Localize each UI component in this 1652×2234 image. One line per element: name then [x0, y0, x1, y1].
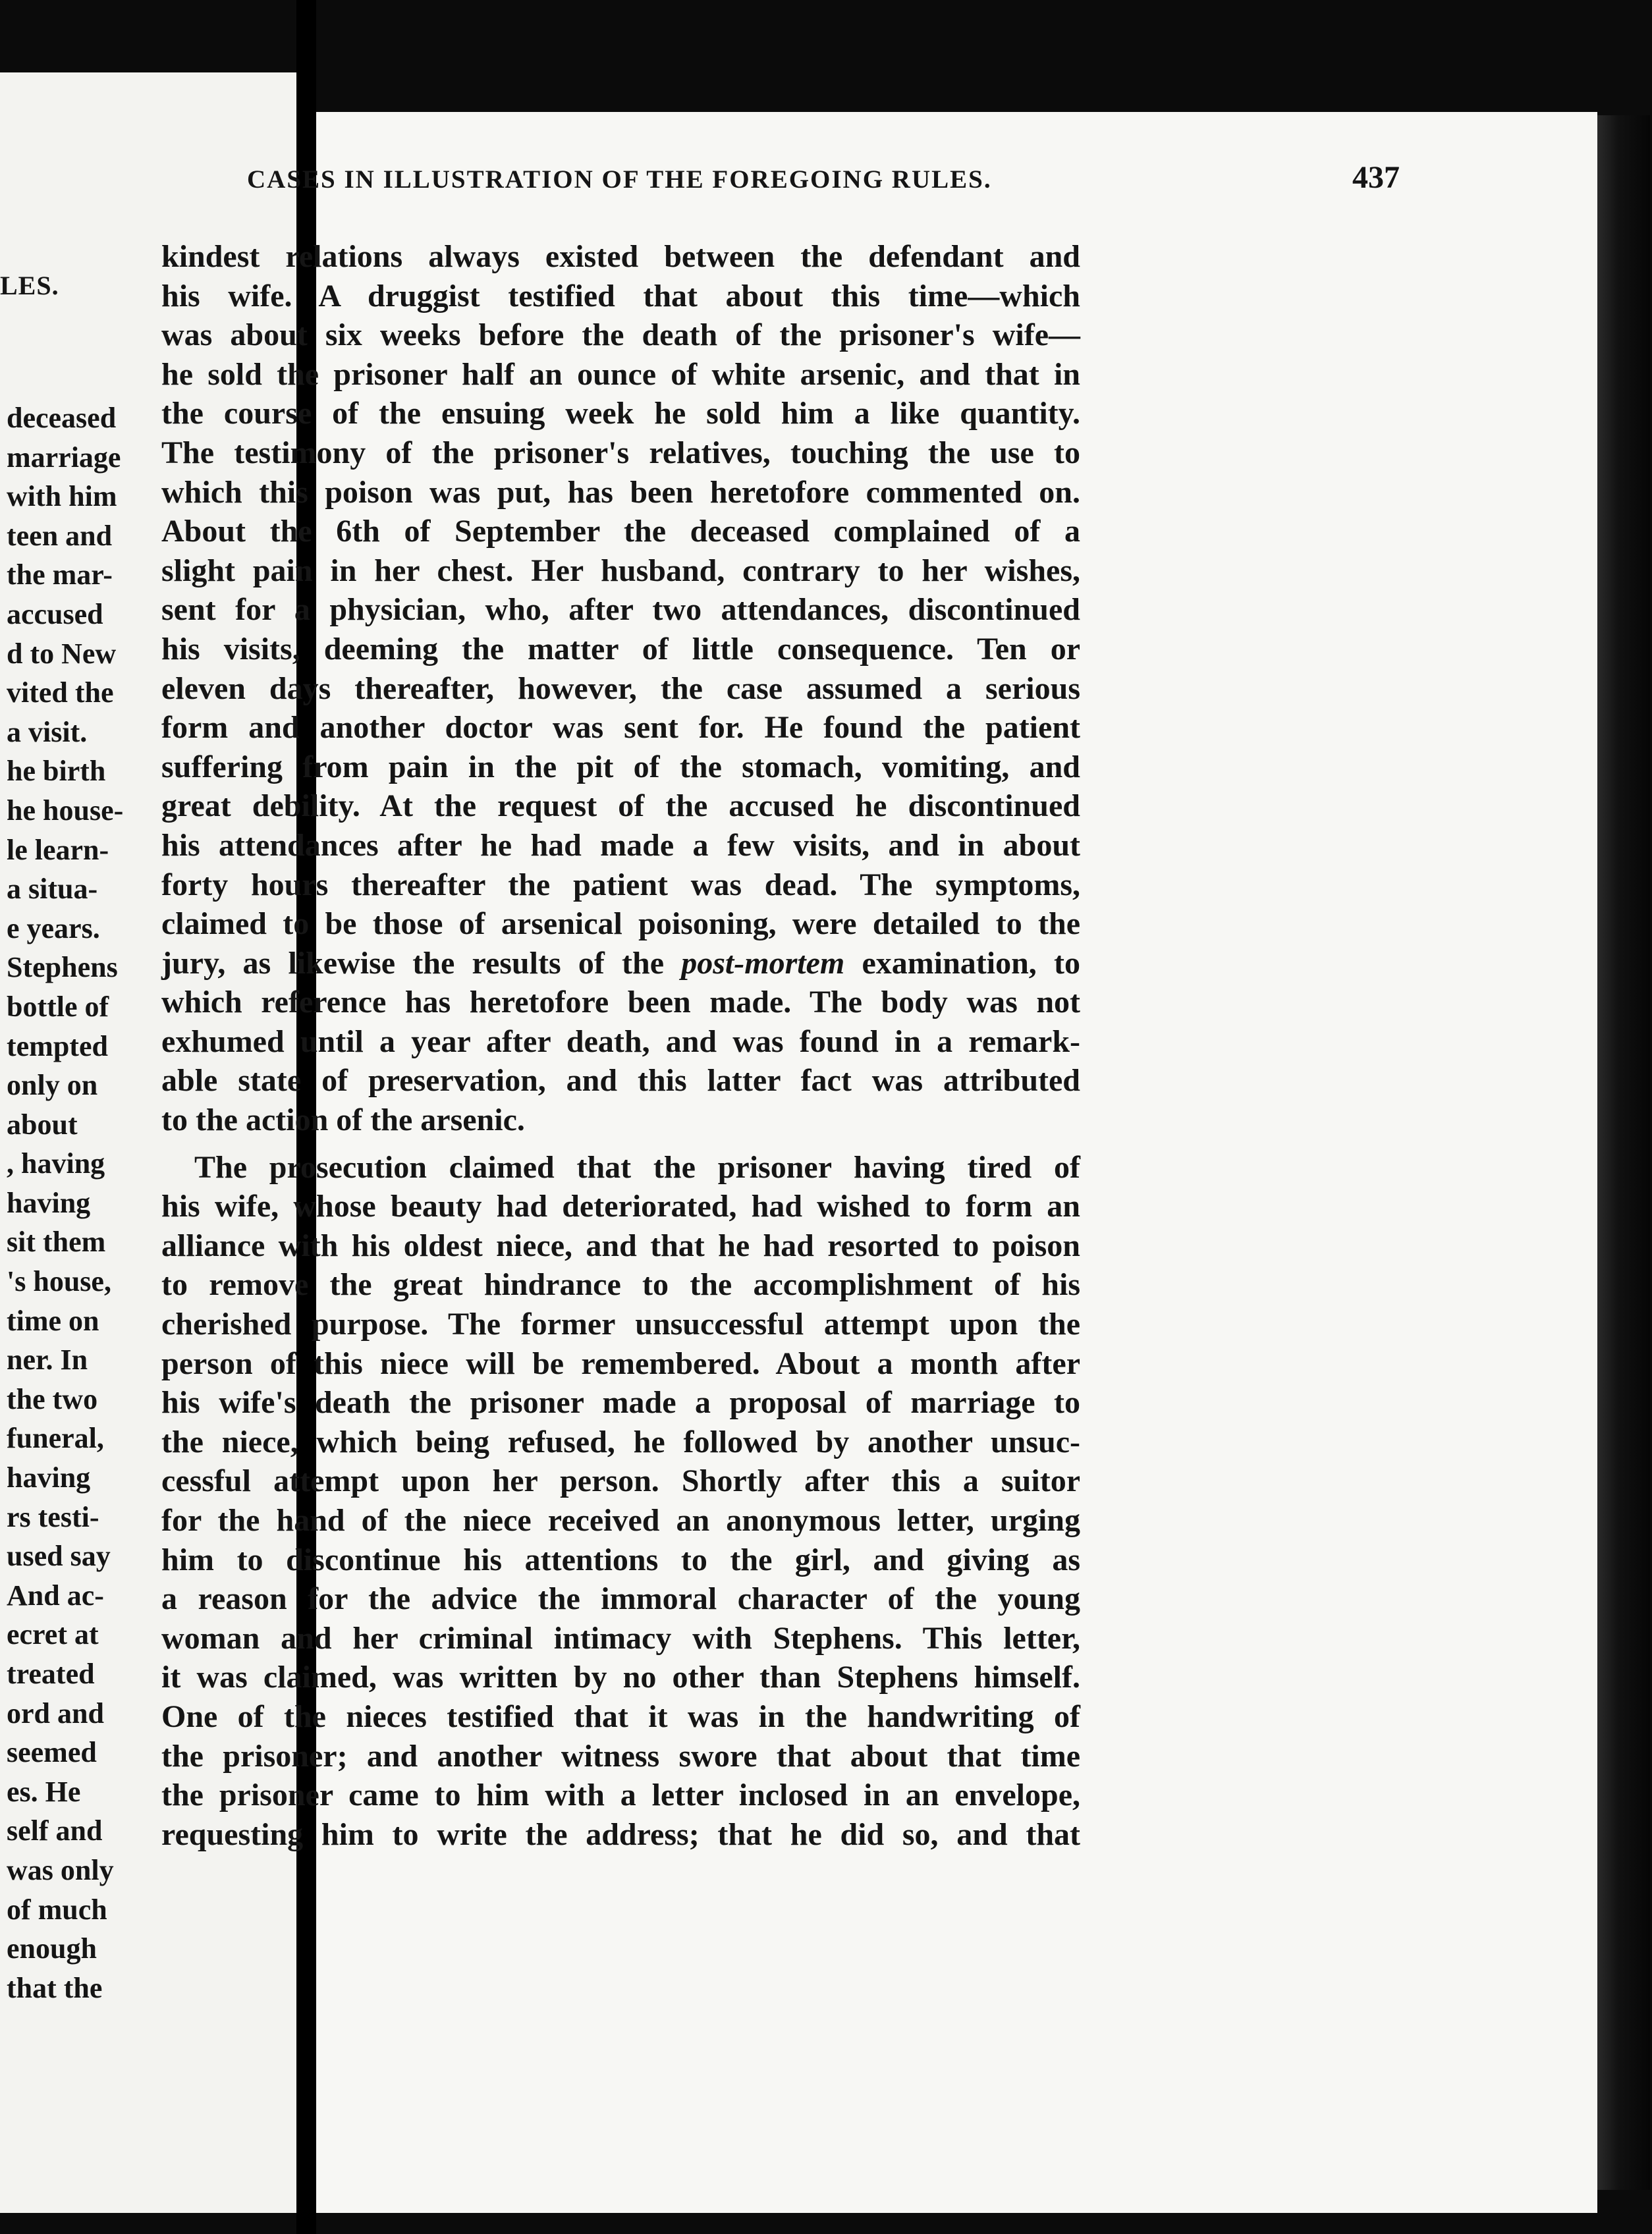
text-line: to the action of the arsenic.: [161, 1103, 525, 1138]
text-segment: jury, as likewise the results of the: [161, 945, 682, 981]
text-line: forty hours thereafter the patient was dead. The symptoms,: [161, 867, 1080, 902]
left-line-fragment: only on: [7, 1069, 98, 1102]
text-line: woman and her criminal intimacy with Stephens. This letter,: [161, 1620, 1080, 1656]
left-line-fragment: enough: [7, 1932, 97, 1965]
left-line-fragment: sit them: [7, 1226, 106, 1259]
left-line-fragment: teen and: [7, 519, 113, 552]
text-line: a reason for the advice the immoral character of the young: [161, 1581, 1080, 1617]
text-line: the niece, which being refused, he followed by another unsuc-: [161, 1424, 1080, 1459]
left-line-fragment: the mar-: [7, 558, 113, 591]
left-line-fragment: he birth: [7, 755, 106, 788]
left-line-fragment: he house-: [7, 794, 124, 827]
page-edge-shadow: [1597, 115, 1650, 2190]
text-line: his wife's death the prisoner made a proposal of marriage to: [161, 1385, 1080, 1421]
left-line-fragment: tempted: [7, 1029, 108, 1062]
text-line: person of this niece will be remembered. About a month after: [161, 1346, 1080, 1381]
left-line-fragment: was only: [7, 1853, 114, 1886]
left-line-fragment: having: [7, 1186, 91, 1219]
text-line: suffering from pain in the pit of the stomach, vomiting, and: [161, 749, 1080, 784]
left-line-fragment: seemed: [7, 1736, 97, 1769]
running-head: [247, 160, 1400, 195]
text-line: sent for a physician, who, after two attendances, discontinued: [161, 592, 1080, 628]
italic-term: post-mortem: [681, 945, 845, 981]
text-line: the prisoner; and another witness swore that about that time: [161, 1738, 1080, 1774]
text-line: The prosecution claimed that the prisoner having tired of: [194, 1149, 1080, 1185]
left-line-fragment: rs testi-: [7, 1500, 99, 1533]
left-line-fragment: self and: [7, 1814, 103, 1847]
text-line: claimed to be those of arsenical poisoning, were detailed to the: [161, 906, 1080, 942]
left-line-fragment: used say: [7, 1540, 111, 1573]
text-line: the course of the ensuing week he sold him a like quantity.: [161, 396, 1080, 431]
left-line-fragment: a situa-: [7, 873, 98, 906]
text-line: form and another doctor was sent for. He found the patient: [161, 710, 1080, 746]
left-line-fragment: treated: [7, 1658, 95, 1690]
text-line: to remove the great hindrance to the accomplishment of his: [161, 1267, 1080, 1303]
left-line-fragment: a visit.: [7, 715, 88, 748]
text-line: One of the nieces testified that it was in the handwriting of: [161, 1699, 1080, 1734]
left-line-fragment: that the: [7, 1971, 103, 2004]
left-line-fragment: about: [7, 1108, 78, 1141]
text-line: exhumed until a year after death, and was found in a remark-: [161, 1023, 1080, 1059]
text-line: he sold the prisoner half an ounce of white arsenic, and that in: [161, 356, 1080, 392]
left-line-fragment: time on: [7, 1304, 99, 1337]
left-line-fragment: And ac-: [7, 1579, 104, 1612]
left-line-fragment: with him: [7, 480, 117, 513]
text-line: which reference has heretofore been made. The body was not: [161, 985, 1080, 1020]
left-line-fragment: , having: [7, 1147, 105, 1180]
text-line: requesting him to write the address; that he did so, and that: [161, 1816, 1080, 1852]
left-line-fragment: es. He: [7, 1775, 81, 1808]
text-line: cessful attempt upon her person. Shortly after this a suitor: [161, 1463, 1080, 1499]
text-line: it was claimed, was written by no other than Stephens himself.: [161, 1660, 1080, 1695]
text-line: the prisoner came to him with a letter inclosed in an envelope,: [161, 1778, 1080, 1813]
left-line-fragment: ner. In: [7, 1344, 88, 1376]
left-line-fragment: the two: [7, 1382, 98, 1415]
text-line: kindest relations always existed between the defendant and: [161, 239, 1080, 274]
left-line-fragment: e years.: [7, 912, 100, 944]
text-line-with-italic: [161, 944, 1080, 983]
left-line-fragment: vited the: [7, 676, 114, 709]
left-line-fragment: bottle of: [7, 990, 109, 1023]
text-line: cherished purpose. The former unsuccessful attempt upon the: [161, 1307, 1080, 1342]
left-line-fragment: funeral,: [7, 1422, 104, 1455]
page-number: 437: [1352, 160, 1400, 195]
text-line: his attendances after he had made a few visits, and in about: [161, 827, 1080, 863]
left-line-fragment: 's house,: [7, 1265, 111, 1298]
text-line: for the hand of the niece received an anonymous letter, urging: [161, 1503, 1080, 1538]
text-line: About the 6th of September the deceased complained of a: [161, 514, 1080, 549]
left-line-fragment: Stephens: [7, 951, 118, 984]
text-line: his wife. A druggist testified that about this time—which: [161, 278, 1080, 313]
text-line: his wife, whose beauty had deteriorated, had wished to form an: [161, 1189, 1080, 1224]
left-line-fragment: deceased: [7, 402, 117, 434]
text-line: able state of preservation, and this latter fact was attributed: [161, 1063, 1080, 1099]
text-line: alliance with his oldest niece, and that he had resorted to poison: [161, 1228, 1080, 1263]
left-line-fragment: le learn-: [7, 833, 109, 866]
text-line: eleven days thereafter, however, the case assumed a serious: [161, 670, 1080, 706]
left-running-head-fragment: LES.: [0, 271, 59, 300]
left-line-fragment: d to New: [7, 637, 117, 670]
left-line-fragment: having: [7, 1461, 91, 1494]
left-line-fragment: accused: [7, 597, 103, 630]
text-line: slight pain in her chest. Her husband, contrary to her wishes,: [161, 553, 1080, 588]
left-line-fragment: ord and: [7, 1697, 104, 1730]
left-line-fragment: marriage: [7, 441, 121, 474]
left-line-fragment: ecret at: [7, 1618, 99, 1651]
text-line: The testimony of the prisoner's relatives, touching the use to: [161, 435, 1080, 470]
text-line: his visits, deeming the matter of little consequence. Ten or: [161, 631, 1080, 667]
text-line: which this poison was put, has been heretofore commented on.: [161, 474, 1080, 510]
text-segment: examination, to: [844, 945, 1080, 981]
left-line-fragment: of much: [7, 1893, 107, 1926]
text-line: was about six weeks before the death of the prisoner's wife—: [161, 317, 1080, 353]
text-line: great debility. At the request of the accused he discontinued: [161, 788, 1080, 824]
body-text: [161, 237, 1080, 1854]
running-head-title: CASES IN ILLUSTRATION OF THE FOREGOING RULES.: [247, 165, 992, 194]
text-line: him to discontinue his attentions to the girl, and giving as: [161, 1542, 1080, 1577]
